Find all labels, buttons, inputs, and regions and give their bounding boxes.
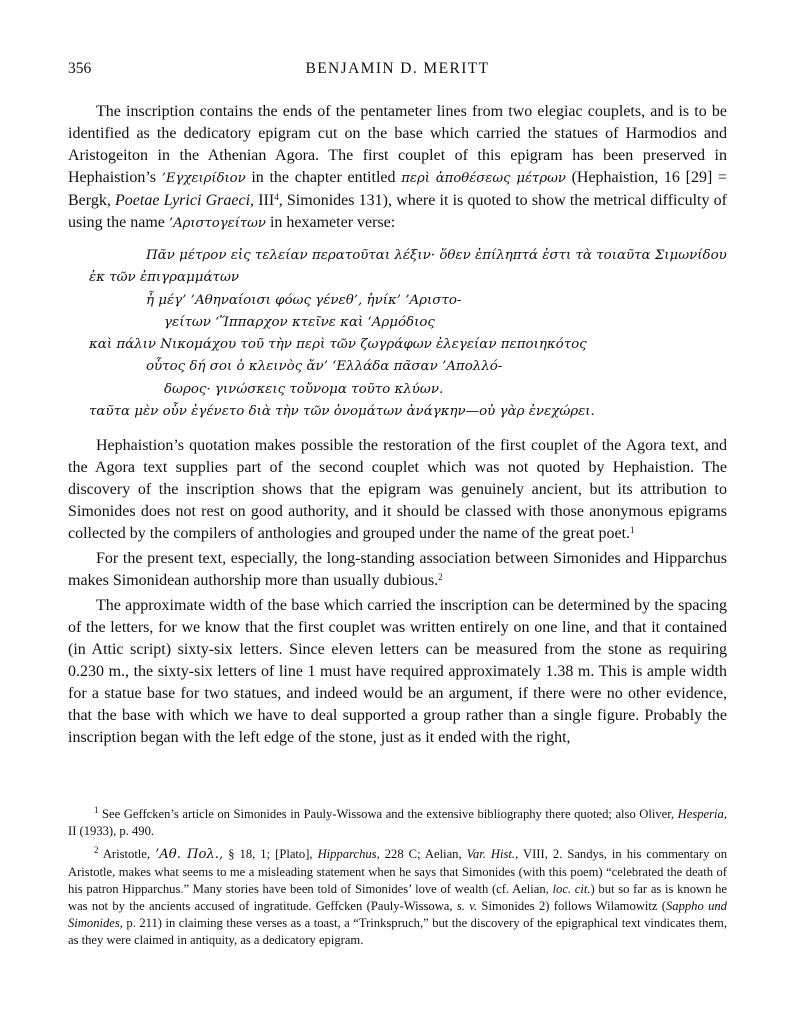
footnote-ref: 1 (630, 525, 635, 536)
citation-title: Poetae Lyrici Graeci, (115, 192, 255, 209)
quote-line: οὗτος δή σοι ὁ κλεινὸς ἄν’ ‘Ελλάδα πᾶσαν ’Απολλό- (146, 359, 503, 375)
paragraph-2: Hephaistion’s quotation makes possible the restoration of the first couplet of the Agora text, and the Agora text supplies part of the second couplet which was not quoted by Hephaistion. The discovery of the inscription shows that the epigram was genuinely ancient, but its attribution to Simonides does not rest on good authority, and it should be classed with those anonymous epigrams collected by the compilers of anthologies and grouped under the name of the great poet.$^1$ (68, 437, 727, 543)
main-text (68, 101, 727, 749)
greek-term: ’Αριστογείτων (168, 216, 266, 231)
superscript: 4 (274, 192, 279, 202)
paragraph-3: For the present text, especially, the long-standing association between Simonides and Hipparchus makes Simonidean authorship more than usually dubious.$^2$ (68, 550, 727, 590)
running-head: BENJAMIN D. MERITT (305, 60, 490, 77)
greek-quotation (68, 245, 727, 423)
footnote-2: $^2$ Aristotle, ’Αθ. Πολ., § 18, 1; [Plato], Hipparchus, 228 C; Aelian, Var. Hist., VIII, 2. Sandys, in his commentary on Aristotle, makes what seems to me a misleading statement when he says that Simonides (with this poem) “celebrated the death of his patron Hipparchus.” Many stories have been told of Simonides’ love of wealth (cf. Aelian, loc. cit.) but so far as is known he was not by the ancients accused of ingratitude. Geffcken (Pauly-Wissowa, s. v. Simonides 2) follows Wilamowitz (Sappho und Simonides, p. 211) in claiming these verses as a toast, a “Trinkspruch,” but the discovery of the epigraphical text vindicates them, as they were claimed in antiquity, as a dedicatory epigram. (68, 845, 728, 948)
greek-term: ’Εγχειρίδιον (161, 171, 246, 186)
page-number: 356 (68, 60, 92, 77)
paragraph-4: The approximate width of the base which carried the inscription can be determined by the spacing of the letters, for we know that the first couplet was written entirely on one line, and that it contained (in Attic script) sixty-six letters. Since eleven letters can be measured from the stone as requiring 0.230 m., the sixty-six letters of line 1 must have required approximately 1.38 m. This is ample width for a statue base for two statues, and indeed would be an argument, if there were no other evidence, that the base with which we have to deal supported a group rather than a single figure. Probably the inscription began with the left edge of the stone, just as it ended with the right, (68, 597, 727, 747)
quote-line: γείτων ‘Ἵππαρχον κτεῖνε καὶ ‘Αρμόδιος (164, 314, 435, 330)
quote-line: καὶ πάλιν Νικομάχου τοῦ τὴν περὶ τῶν ζωγράφων ἐλεγείαν πεποιηκότος (89, 337, 587, 353)
quote-line: δωρος· γινώσκεις τοὔνομα τοῦτο κλύων. (164, 381, 444, 397)
footnote-number: 2 (94, 845, 99, 856)
greek-term: περὶ ἀποθέσεως μέτρων (401, 171, 566, 186)
footnotes (68, 806, 727, 950)
page-header (68, 60, 727, 82)
footnote-1: $^1$ See Geffcken’s article on Simonides in Pauly-Wissowa and the extensive bibliography there quoted; also Oliver, Hesperia, II (1933), p. 490. (68, 805, 727, 839)
footnote-ref: 2 (438, 572, 443, 583)
paragraph-1: The inscription contains the ends of the pentameter lines from two elegiac couplets, and is to be identified as the dedicatory epigram cut on the base which carried the statues of Harmodios and Aristogeiton in the Athenian Agora. The first couplet of this epigram has been preserved in Hephaistion’s ’Εγχειρίδιον in the chapter entitled περὶ ἀποθέσεως μέτρων (Hephaistion, 16 [29] = Bergk, Poetae Lyrici Graeci, III$^4$, Simonides 131), where it is quoted to show the metrical difficulty of using the name ’Αριστογείτων in hexameter verse: (68, 103, 728, 231)
footnote-number: 1 (94, 805, 99, 815)
quote-line: Πᾶν μέτρον εἰς τελείαν περατοῦται λέξιν· ὅθεν ἐπίληπτά ἐστι τὰ τοιαῦτα Σιμωνίδου (146, 248, 727, 263)
quote-line: ἐκ τῶν ἐπιγραμμάτων (89, 270, 240, 286)
quote-line: ἦ μέγ’ ’Αθηναίοισι φόως γένεθ’, ἡνίκ’ ’Αριστο- (146, 292, 462, 308)
quote-line: ταῦτα μὲν οὖν ἐγένετο διὰ τὴν τῶν ὀνομάτων ἀνάγκην—οὐ γὰρ ἐνεχώρει. (89, 404, 595, 420)
page-body (68, 60, 727, 749)
